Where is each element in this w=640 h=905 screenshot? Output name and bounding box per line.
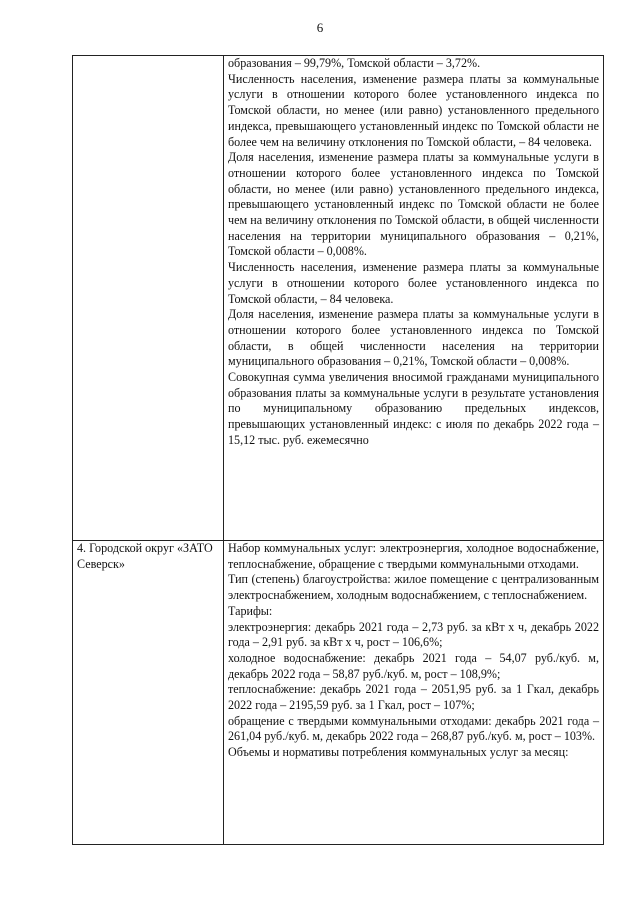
paragraph: Набор коммунальных услуг: электроэнергия, холодное водоснабжение, теплоснабжение, обращение с твердыми коммунальными отходами. bbox=[228, 541, 599, 571]
paragraph: Объемы и нормативы потребления коммунальных услуг за месяц: bbox=[228, 745, 569, 760]
table-row bbox=[73, 541, 604, 845]
paragraph: холодное водоснабжение: декабрь 2021 года – 54,07 руб./куб. м, декабрь 2022 года – 58,87 руб./куб. м, рост – 108,9%; bbox=[228, 650, 599, 681]
paragraph: Численность населения, изменение размера платы за коммунальные услуги в отношении которого более установленного индекса по Томской области, но менее (или равно) установленного предельного индекса, превышающего установленный индекс по Томской области не более чем на величину отклонения по Томской области, – 84 человека. bbox=[228, 71, 599, 149]
paragraph: Тарифы: bbox=[228, 603, 273, 618]
description-cell bbox=[224, 541, 604, 845]
paragraph: теплоснабжение: декабрь 2021 года – 2051,95 руб. за 1 Гкал, декабрь 2022 года – 2195,59 руб. за 1 Гкал, рост – 107%; bbox=[228, 682, 599, 713]
description-cell bbox=[224, 56, 604, 541]
table-row bbox=[73, 56, 604, 541]
paragraph: Доля населения, изменение размера платы за коммунальные услуги в отношении которого более установленного индекса по Томской области, в общей численности населения на территории муниципального образования – 0,21%, Томской области – 0,008%. bbox=[228, 307, 599, 369]
paragraph: электроэнергия: декабрь 2021 года – 2,73 руб. за кВт х ч, декабрь 2022 года – 2,91 руб. за кВт х ч, рост – 106,6%; bbox=[228, 619, 599, 650]
paragraph: Совокупная сумма увеличения вносимой гражданами муниципального образования платы за коммунальные услуги в результате установления по муниципальному образованию предельных индексов, превышающих установленный индекс: с июля по декабрь 2022 года – 15,12 тыс. руб. ежемесячно bbox=[228, 370, 599, 447]
region-cell bbox=[73, 541, 224, 845]
region-cell bbox=[73, 56, 224, 541]
paragraph: Доля населения, изменение размера платы за коммунальные услуги в отношении которого более установленного индекса по Томской области, но менее (или равно) установленного предельного индекса, превышающего установленный индекс по Томской области не более чем на величину отклонения по Томской области, в общей численности населения на территории муниципального образования – 0,21%, Томской области – 0,008%. bbox=[228, 150, 599, 259]
paragraph: Тип (степень) благоустройства: жилое помещение с централизованным электроснабжением, холодным водоснабжением, с теплоснабжением. bbox=[228, 572, 599, 603]
data-table bbox=[72, 55, 604, 845]
paragraph: обращение с твердыми коммунальными отходами: декабрь 2021 года – 261,04 руб./куб. м, декабрь 2022 года – 268,87 руб./куб. м, рост – 103%. bbox=[228, 713, 599, 744]
page-number: 6 bbox=[316, 20, 324, 35]
paragraph: Численность населения, изменение размера платы за коммунальные услуги в отношении которого более установленного индекса по Томской области, – 84 человека. bbox=[228, 260, 599, 306]
region-name: 4. Городской округ «ЗАТО Северск» bbox=[77, 541, 213, 571]
paragraph: образования – 99,79%, Томской области – 3,72%. bbox=[228, 56, 481, 70]
